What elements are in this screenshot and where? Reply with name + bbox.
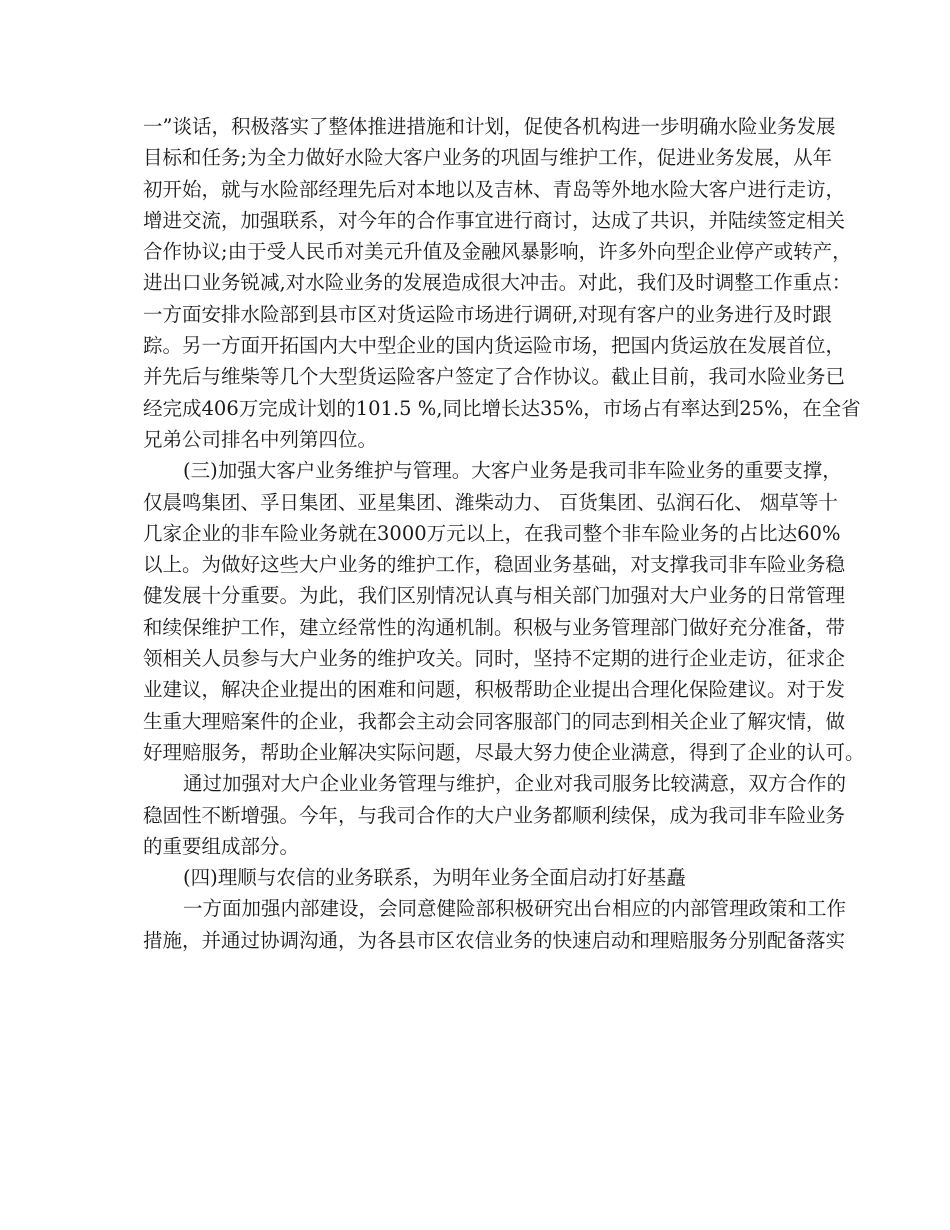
text-line: 合作协议;由于受人民币对美元升值及金融风暴影响，许多外向型企业停产或转产， (143, 240, 852, 264)
text-line: 仅晨鸣集团、孚日集团、亚星集团、潍柴动力、 百货集团、弘润石化、 烟草等十 (143, 490, 838, 514)
text-line: 生重大理赔案件的企业，我都会主动会同客服部门的同志到相关企业了解灾情，做 (143, 709, 846, 733)
text-line: 好理赔服务，帮助企业解决实际问题，尽最大努力使企业满意，得到了企业的认可。 (143, 740, 865, 764)
text-line: 以上。为做好这些大户业务的维护工作，稳固业务基础，对支撑我司非车险业务稳 (143, 553, 846, 577)
text-line: 增进交流，加强联系，对今年的合作事宜进行商讨，达成了共识，并陆续签定相关 (143, 208, 846, 232)
text-line: 领相关人员参与大户业务的维护攻关。同时，坚持不定期的进行企业走访，征求企 (143, 647, 846, 671)
text-line: 一”谈话，积极落实了整体推进措施和计划，促使各机构进一步明确水险业务发展 (143, 115, 836, 138)
text-line: 目标和任务;为全力做好水险大客户业务的巩固与维护工作，促进业务发展，从年 (143, 146, 833, 170)
text-line: 一方面安排水险部到县市区对货运险市场进行调研,对现有客户的业务进行及时跟 (143, 302, 832, 326)
text-line: 初开始，就与水险部经理先后对本地以及吉林、青岛等外地水险大客户进行走访， (143, 177, 846, 201)
text-line: 进出口业务锐减,对水险业务的发展造成很大冲击。对此，我们及时调整工作重点： (143, 271, 852, 295)
text-line: 经完成406万完成计划的101.5 %,同比增长达35%，市场占有率达到25%，在全省 (143, 396, 861, 420)
text-line: 兄弟公司排名中列第四位。 (143, 427, 378, 451)
text-line: (三)加强大客户业务维护与管理。大客户业务是我司非车险业务的重要支撑， (183, 459, 842, 483)
text-line: 几家企业的非车险业务就在3000万元以上，在我司整个非车险业务的占比达60% (143, 521, 841, 545)
text-line: (四)理顺与农信的业务联系，为明年业务全面启动打好基矗 (183, 866, 686, 890)
text-line: 一方面加强内部建设，会同意健险部积极研究出台相应的内部管理政策和工作 (183, 897, 847, 921)
text-line: 和续保维护工作，建立经常性的沟通机制。积极与业务管理部门做好充分准备，带 (143, 615, 846, 639)
text-line: 稳固性不断增强。今年，与我司合作的大户业务都顺利续保，成为我司非车险业务 (143, 803, 846, 827)
text-line: 踪。另一方面开拓国内大中型企业的国内货运险市场，把国内货运放在发展首位， (143, 334, 846, 358)
text-line: 业建议，解决企业提出的困难和问题，积极帮助企业提出合理化保险建议。对于发 (143, 678, 846, 702)
document-body (143, 111, 865, 956)
text-line: 通过加强对大户企业业务管理与维护，企业对我司服务比较满意，双方合作的 (183, 772, 847, 796)
text-line: 措施，并通过协调沟通，为各县市区农信业务的快速启动和理赔服务分别配备落实 (143, 928, 846, 952)
text-line: 并先后与维柴等几个大型货运险客户签定了合作协议。截止目前，我司水险业务已 (143, 365, 846, 389)
text-line: 健发展十分重要。为此，我们区别情况认真与相关部门加强对大户业务的日常管理 (143, 584, 846, 608)
text-line: 的重要组成部分。 (143, 834, 300, 858)
